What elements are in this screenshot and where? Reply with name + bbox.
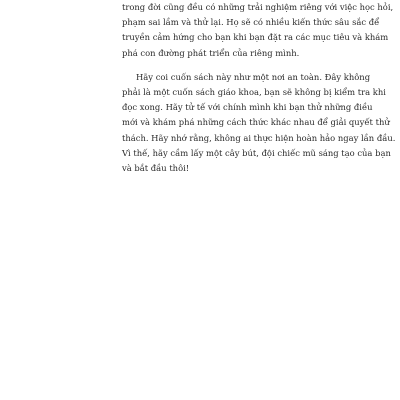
text-line: phá con đường phát triển của riêng mình. <box>122 47 300 58</box>
text-line: phạm sai lầm và thử lại. Họ sẽ có nhiều kiến thức sâu sắc để <box>122 17 380 28</box>
text-line: truyền cảm hứng cho bạn khi bạn đặt ra các mục tiêu và khám <box>122 32 389 43</box>
text-line: phải là một cuốn sách giáo khoa, bạn sẽ không bị kiểm tra khi <box>122 86 386 97</box>
text-line: thách. Hãy nhớ rằng, không ai thực hiện hoàn hảo ngay lần đầu. <box>122 132 396 143</box>
paragraph-1 <box>122 0 394 61</box>
text-line: đọc xong. Hãy tử tế với chính mình khi bạn thử những điều <box>122 102 373 113</box>
paragraph-2 <box>122 70 396 176</box>
text-line: trong đời cũng đều có những trải nghiệm riêng với việc học hỏi, <box>122 2 394 12</box>
paragraph-gap <box>122 61 279 70</box>
body-text <box>122 0 396 176</box>
text-line: Hãy coi cuốn sách này như một nơi an toàn. Đây không <box>136 71 371 82</box>
text-line: và bắt đầu thôi! <box>122 162 190 173</box>
text-line: mới và khám phá những cách thức khác nhau để giải quyết thử <box>122 117 390 128</box>
text-line: Vì thế, hãy cầm lấy một cây bút, đội chiếc mũ sáng tạo của bạn <box>122 147 391 158</box>
